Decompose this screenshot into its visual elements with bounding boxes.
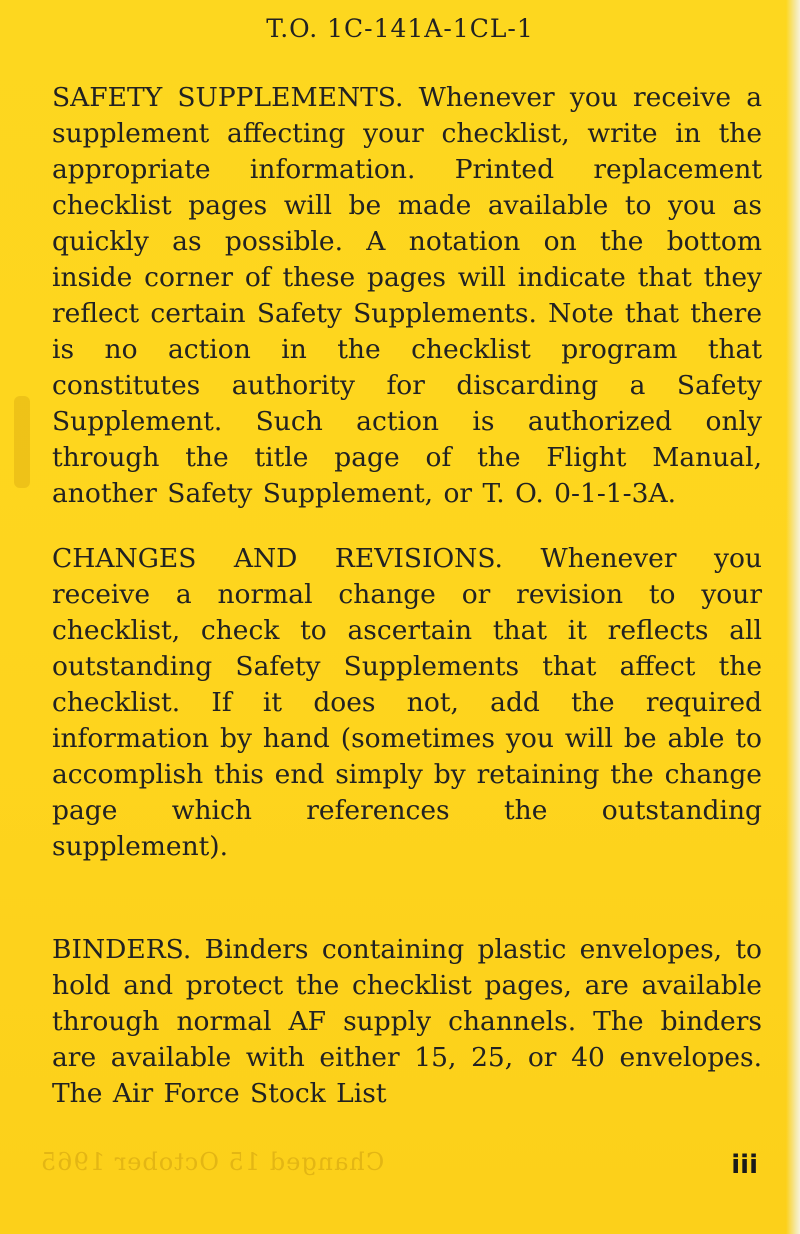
changed-date-note: Changed 15 October 1965 <box>40 1148 385 1176</box>
binders-paragraph: BINDERS. Binders containing plastic envelopes, to hold and protect the checklist pages, are available through normal AF supply channels. The binders are available with either 15, 25, or 40 envelopes. The Air Force Stock List <box>52 934 762 1109</box>
page-edge <box>786 0 800 1234</box>
margin-smudge <box>14 396 30 488</box>
page-number: iii <box>731 1150 758 1180</box>
document-number-header: T.O. 1C-141A-1CL-1 <box>266 14 534 43</box>
changes-and-revisions-paragraph: CHANGES AND REVISIONS. Whenever you receive a normal change or revision to your checklist, check to ascertain that it reflects all outstanding Safety Supplements that affect the checklist. If it does not, add the required information by hand (sometimes you will be able to accomplish this end simply by retaining the change page which references the outstanding supplement). <box>52 543 762 862</box>
safety-supplements-paragraph: SAFETY SUPPLEMENTS. Whenever you receive a supplement affecting your checklist, write in the appropriate information. Printed replacement checklist pages will be made available to you as quickly as possible. A notation on the bottom inside corner of these pages will indicate that they reflect certain Safety Supplements. Note that there is no action in the checklist program that constitutes authority for discarding a Safety Supplement. Such action is authorized only through the title page of the Flight Manual, another Safety Supplement, or T. O. 0-1-1-3A. <box>52 82 762 509</box>
